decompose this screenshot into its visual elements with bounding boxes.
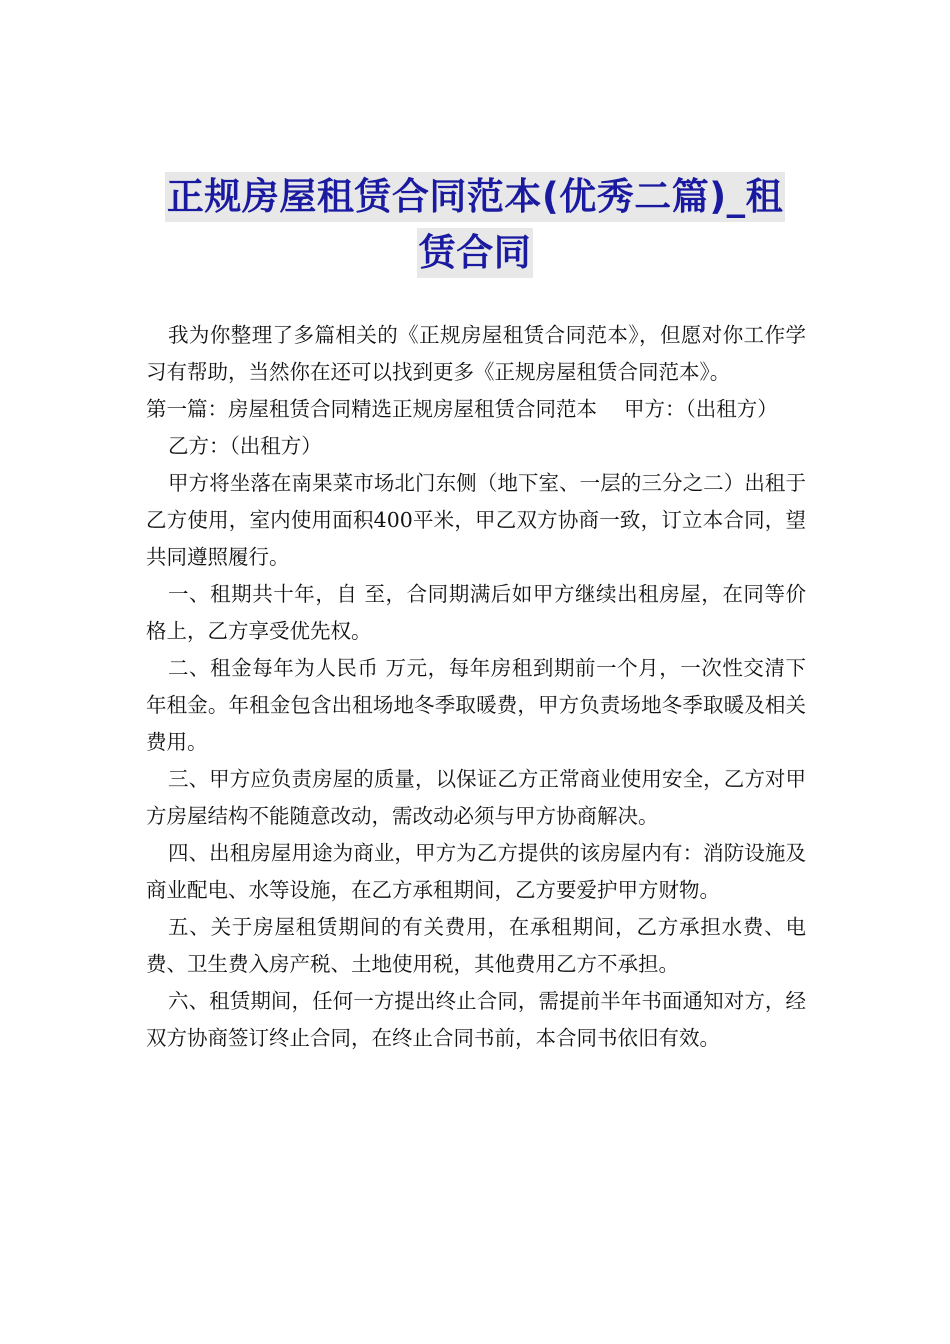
- paragraph-clause-3: 三、甲方应负责房屋的质量，以保证乙方正常商业使用安全，乙方对甲方房屋结构不能随意改动，需改动必须与甲方协商解决。: [146, 767, 806, 828]
- title-line-2: 赁合同: [417, 228, 534, 278]
- paragraph-clause-5: 五、关于房屋租赁期间的有关费用，在承租期间，乙方承担水费、电费、卫生费入房产税、土地使用税，其他费用乙方不承担。: [146, 915, 806, 976]
- paragraph-party-b: 乙方：（出租方）: [168, 434, 322, 458]
- title-line-1: 正规房屋租赁合同范本(优秀二篇)_租: [165, 172, 785, 222]
- document-body: [146, 317, 806, 1057]
- paragraph-premises: 甲方将坐落在南果菜市场北门东侧（地下室、一层的三分之二）出租于乙方使用，室内使用面积400平米，甲乙双方协商一致，订立本合同，望共同遵照履行。: [146, 471, 806, 569]
- paragraph-part1-heading: 第一篇：房屋租赁合同精选正规房屋租赁合同范本 甲方：（出租方）: [146, 397, 778, 421]
- paragraph-clause-6: 六、租赁期间，任何一方提出终止合同，需提前半年书面通知对方，经双方协商签订终止合同，在终止合同书前，本合同书依旧有效。: [146, 989, 806, 1050]
- paragraph-clause-2: 二、租金每年为人民币 万元，每年房租到期前一个月，一次性交清下年租金。年租金包含出租场地冬季取暖费，甲方负责场地冬季取暖及相关费用。: [146, 656, 806, 754]
- document-title: [150, 172, 800, 284]
- paragraph-intro: 我为你整理了多篇相关的《正规房屋租赁合同范本》，但愿对你工作学习有帮助，当然你在还可以找到更多《正规房屋租赁合同范本》。: [146, 323, 806, 384]
- paragraph-clause-4: 四、出租房屋用途为商业，甲方为乙方提供的该房屋内有：消防设施及商业配电、水等设施，在乙方承租期间，乙方要爱护甲方财物。: [146, 841, 806, 902]
- paragraph-clause-1: 一、租期共十年，自 至，合同期满后如甲方继续出租房屋，在同等价格上，乙方享受优先权。: [146, 582, 806, 643]
